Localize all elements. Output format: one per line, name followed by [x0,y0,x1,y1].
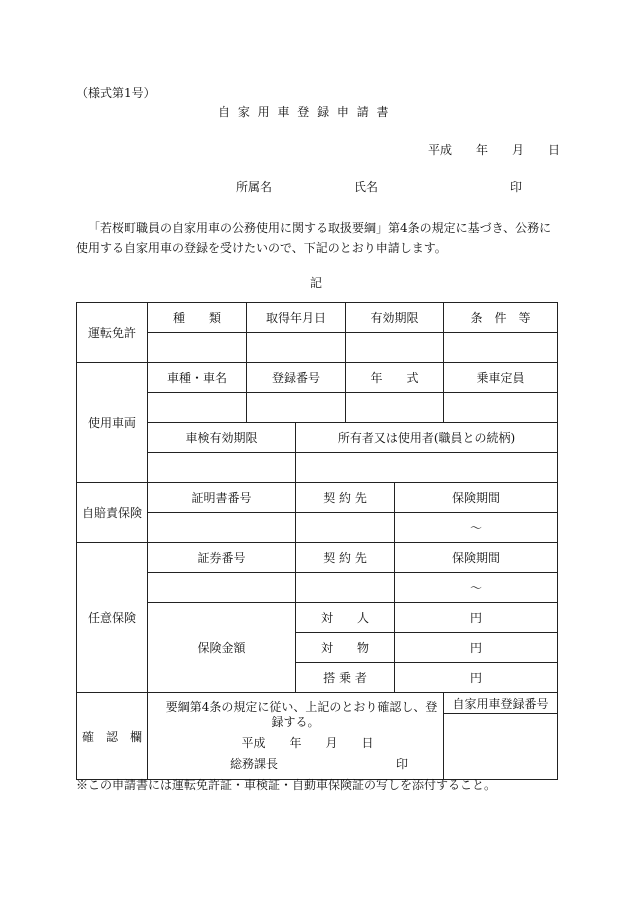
voluntary-header-policy-number: 証券番号 [148,543,296,573]
application-table [76,302,558,780]
voluntary-header-period: 保険期間 [395,543,558,573]
license-header-acquired: 取得年月日 [247,303,346,333]
coverage-label-person: 対 人 [296,603,395,633]
coverage-amount-person[interactable]: 円 [395,603,558,633]
reg-number-field[interactable] [444,714,558,780]
affiliation-label: 所属名 [236,180,273,194]
vehicle-model-field[interactable] [148,393,247,423]
coverage-amount-passenger[interactable]: 円 [395,663,558,693]
voluntary-insurer-field[interactable] [296,573,395,603]
license-acquired-field[interactable] [247,333,346,363]
vehicle-section-label: 使用車両 [77,363,148,483]
manager-label: 総務課長 [230,756,279,771]
ki-heading: 記 [310,276,323,290]
coverage-amount-property[interactable]: 円 [395,633,558,663]
page-title: 自 家 用 車 登 録 申 請 書 [218,105,391,119]
compulsory-section-label: 自賠責保険 [77,483,148,543]
inspection-expiry-label: 車検有効期限 [148,423,296,453]
license-section-label: 運転免許 [77,303,148,363]
license-expiry-field[interactable] [346,333,444,363]
compulsory-header-period: 保険期間 [395,483,558,513]
coverage-label-passenger: 搭 乗 者 [296,663,395,693]
vehicle-header-model: 車種・車名 [148,363,247,393]
voluntary-header-insurer: 契 約 先 [296,543,395,573]
name-label: 氏名 [354,180,379,194]
vehicle-capacity-field[interactable] [444,393,558,423]
compulsory-header-cert-number: 証明書番号 [148,483,296,513]
owner-field[interactable] [296,453,558,483]
voluntary-period-field[interactable]: ～ [395,573,558,603]
compulsory-insurer-field[interactable] [296,513,395,543]
vehicle-reg-number-field[interactable] [247,393,346,423]
insurance-amount-label: 保険金額 [148,603,296,693]
vehicle-header-year: 年 式 [346,363,444,393]
compulsory-cert-number-field[interactable] [148,513,296,543]
reg-number-label: 自家用車登録番号 [444,693,558,714]
compulsory-header-insurer: 契 約 先 [296,483,395,513]
confirm-section-label: 確 認 欄 [77,693,148,780]
license-header-type: 種 類 [148,303,247,333]
license-header-expiry: 有効期限 [346,303,444,333]
confirm-date: 平成 年 月 日 [241,735,374,750]
coverage-label-property: 対 物 [296,633,395,663]
vehicle-header-reg-number: 登録番号 [247,363,346,393]
compulsory-period-field[interactable]: ～ [395,513,558,543]
vehicle-year-field[interactable] [346,393,444,423]
date-line: 平成 年 月 日 [428,143,561,157]
manager-seal: 印 [396,756,409,771]
body-text: 「若桜町職員の自家用車の公務使用に関する取扱要綱」第4条の規定に基づき、公務に使用する自家用車の登録を受けたいので、下記のとおり申請します。 [76,221,552,255]
confirm-box [148,693,444,780]
seal-mark: 印 [510,180,523,194]
form-number: （様式第1号） [76,86,156,100]
footnote: ※この申請書には運転免許証・車検証・自動車保険証の写しを添付すること。 [76,778,497,792]
vehicle-header-capacity: 乗車定員 [444,363,558,393]
voluntary-section-label: 任意保険 [77,543,148,693]
license-header-conditions: 条 件 等 [444,303,558,333]
voluntary-policy-number-field[interactable] [148,573,296,603]
confirm-text: 要綱第4条の規定に従い、上記のとおり確認し、登録する。 [165,699,438,729]
inspection-expiry-field[interactable] [148,453,296,483]
license-conditions-field[interactable] [444,333,558,363]
license-type-field[interactable] [148,333,247,363]
owner-label: 所有者又は使用者(職員との続柄) [296,423,558,453]
